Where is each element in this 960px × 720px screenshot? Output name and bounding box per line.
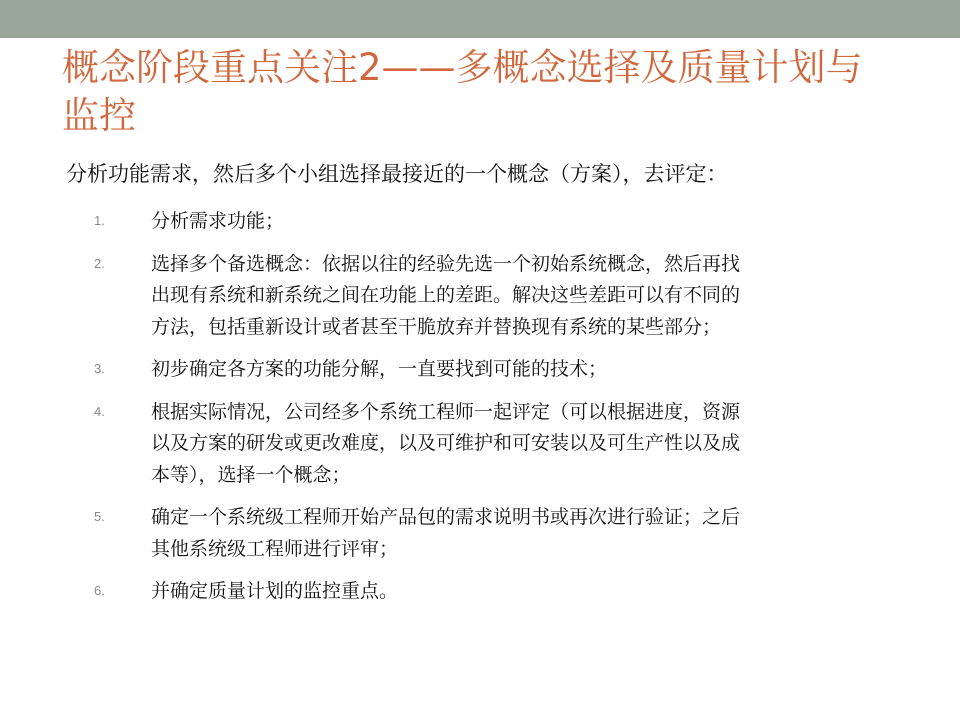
step-number: 1. <box>94 213 105 228</box>
slide-title: 概念阶段重点关注2——多概念选择及质量计划与监控 <box>62 46 863 137</box>
step-line: 根据实际情况，公司经多个系统工程师一起评定（可以根据进度，资源 <box>151 400 741 423</box>
step-line: 其他系统级工程师进行评审； <box>151 537 399 560</box>
step-line: 方法，包括重新设计或者甚至干脆放弃并替换现有系统的某些部分； <box>151 315 722 338</box>
step-number: 5. <box>94 509 105 524</box>
step-line: 本等），选择一个概念； <box>151 463 351 486</box>
step-number: 6. <box>94 583 105 598</box>
step-text <box>151 576 901 608</box>
step-text <box>151 354 901 386</box>
step-item <box>0 354 960 386</box>
intro-text: 分析功能需求，然后多个小组选择最接近的一个概念（方案），去评定： <box>66 162 728 186</box>
step-line: 初步确定各方案的功能分解，一直要找到可能的技术； <box>151 358 608 380</box>
step-text <box>151 249 901 344</box>
top-decor-bar <box>0 0 960 38</box>
step-text <box>151 502 901 565</box>
step-item <box>0 397 960 492</box>
steps-list <box>0 206 960 619</box>
step-line: 出现有系统和新系统之间在功能上的差距。解决这些差距可以有不同的 <box>151 284 741 306</box>
step-item <box>0 576 960 608</box>
step-number: 4. <box>94 403 105 419</box>
step-number: 2. <box>94 255 105 271</box>
step-item <box>0 502 960 565</box>
step-line: 分析需求功能； <box>151 210 285 232</box>
step-text <box>151 206 901 238</box>
step-number: 3. <box>94 361 105 376</box>
step-line: 确定一个系统级工程师开始产品包的需求说明书或再次进行验证；之后 <box>151 506 741 528</box>
step-line: 选择多个备选概念：依据以往的经验先选一个初始系统概念，然后再找 <box>151 252 741 275</box>
step-text <box>151 397 901 492</box>
step-item <box>0 249 960 344</box>
step-item <box>0 206 960 238</box>
step-line: 以及方案的研发或更改难度，以及可维护和可安装以及可生产性以及成 <box>151 432 741 454</box>
step-line: 并确定质量计划的监控重点。 <box>151 580 399 602</box>
